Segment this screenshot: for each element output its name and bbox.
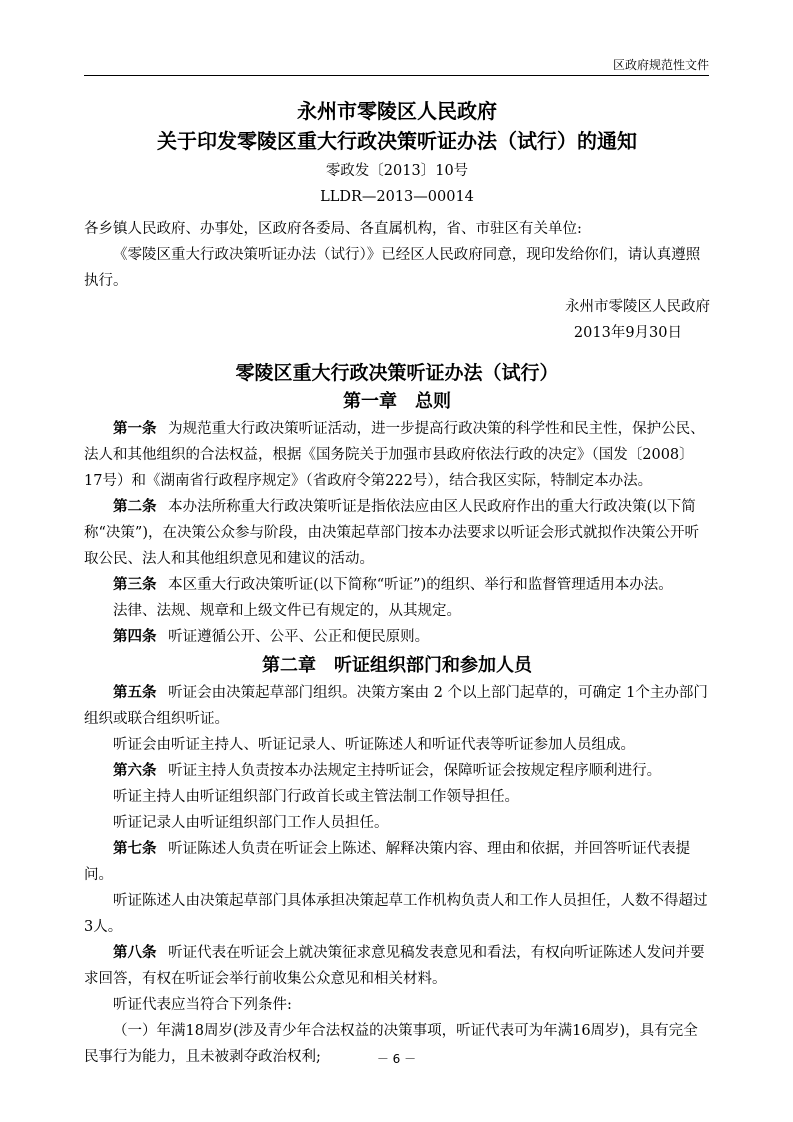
article-1: [84, 416, 710, 494]
chapter-2-heading: 第二章 听证组织部门和参加人员: [262, 655, 532, 676]
measures-title: 零陵区重大行政决策听证办法（试行）: [235, 362, 559, 384]
chapter-1-heading: 第一章 总则: [343, 391, 451, 412]
document-body: [84, 96, 710, 1070]
article-2-label: 第二条: [113, 498, 157, 515]
document-title-line1: 永州市零陵区人民政府: [297, 99, 497, 123]
article-8-item-1: （一）年满18周岁(涉及青少年合法权益的决策事项，听证代表可为年满16周岁)，具有完全民事行为能力，且未被剥夺政治权利;: [84, 1023, 698, 1065]
article-6-paragraph-3: 听证记录人由听证组织部门工作人员担任。: [113, 815, 389, 831]
article-7-label: 第七条: [113, 840, 157, 857]
header-tag: 区政府规范性文件: [612, 58, 709, 72]
article-5-label: 第五条: [113, 684, 157, 701]
article-3-label: 第三条: [113, 576, 157, 593]
article-5: [84, 680, 710, 732]
article-4-label: 第四条: [113, 628, 157, 645]
article-1-text: 为规范重大行政决策听证活动，进一步提高行政决策的科学性和民主性，保护公民、法人和其他组织的合法权益，根据《国务院关于加强市县政府依法行政的决定》（国发〔2008〕17号）和《湖南省行政程序规定》（省政府令第222号），结合我区实际，特制定本办法。: [84, 421, 705, 489]
issue-date: 2013年9月30日: [573, 325, 682, 341]
page-number: － 6 －: [376, 1052, 417, 1066]
article-6: [84, 758, 710, 784]
article-6-label: 第六条: [113, 762, 157, 779]
article-8-paragraph-2: 听证代表应当符合下列条件:: [113, 997, 292, 1013]
signature: 永州市零陵区人民政府: [565, 299, 710, 315]
article-7: [84, 836, 710, 888]
article-8: [84, 940, 710, 992]
article-4: [84, 624, 710, 650]
article-8-text: 听证代表在听证会上就决策征求意见稿发表意见和看法，有权向听证陈述人发问并要求回答，有权在听证会举行前收集公众意见和相关材料。: [84, 945, 705, 987]
article-8-label: 第八条: [113, 944, 157, 961]
document-code: LLDR—2013—00014: [320, 189, 474, 205]
article-3: [84, 572, 710, 598]
article-6-text: 听证主持人负责按本办法规定主持听证会，保障听证会按规定程序顺利进行。: [168, 763, 662, 779]
document-title-line2: 关于印发零陵区重大行政决策听证办法（试行）的通知: [157, 129, 637, 153]
article-2: [84, 494, 710, 572]
notice-body: 《零陵区重大行政决策听证办法（试行）》已经区人民政府同意，现印发给你们，请认真遵照执行。: [84, 247, 701, 289]
article-3-text: 本区重大行政决策听证(以下简称“听证”)的组织、举行和监督管理适用本办法。: [168, 577, 673, 593]
article-2-text: 本办法所称重大行政决策听证是指依法应由区人民政府作出的重大行政决策(以下简称“决策”)，在决策公众参与阶段，由决策起草部门按本办法要求以听证会形式就拟作决策公开听取公民、法人和其他组织意见和建议的活动。: [84, 499, 699, 567]
article-7-text: 听证陈述人负责在听证会上陈述、解释决策内容、理由和依据，并回答听证代表提问。: [84, 841, 691, 883]
article-3-paragraph-2: 法律、法规、规章和上级文件已有规定的，从其规定。: [113, 603, 461, 619]
article-5-paragraph-2: 听证会由听证主持人、听证记录人、听证陈述人和听证代表等听证参加人员组成。: [113, 737, 635, 753]
addressee: 各乡镇人民政府、办事处，区政府各委局、各直属机构，省、市驻区有关单位:: [84, 221, 582, 237]
article-7-paragraph-2: 听证陈述人由决策起草部门具体承担决策起草工作机构负责人和工作人员担任，人数不得超过3人。: [84, 893, 708, 935]
header-divider: [84, 75, 709, 76]
article-1-label: 第一条: [113, 420, 157, 437]
article-4-text: 听证遵循公开、公平、公正和便民原则。: [168, 629, 430, 645]
article-6-paragraph-2: 听证主持人由听证组织部门行政首长或主管法制工作领导担任。: [113, 789, 519, 805]
document-number: 零政发〔2013〕10号: [325, 163, 469, 179]
article-5-text: 听证会由决策起草部门组织。决策方案由 2 个以上部门起草的，可确定 1个主办部门组织或联合组织听证。: [84, 685, 708, 727]
